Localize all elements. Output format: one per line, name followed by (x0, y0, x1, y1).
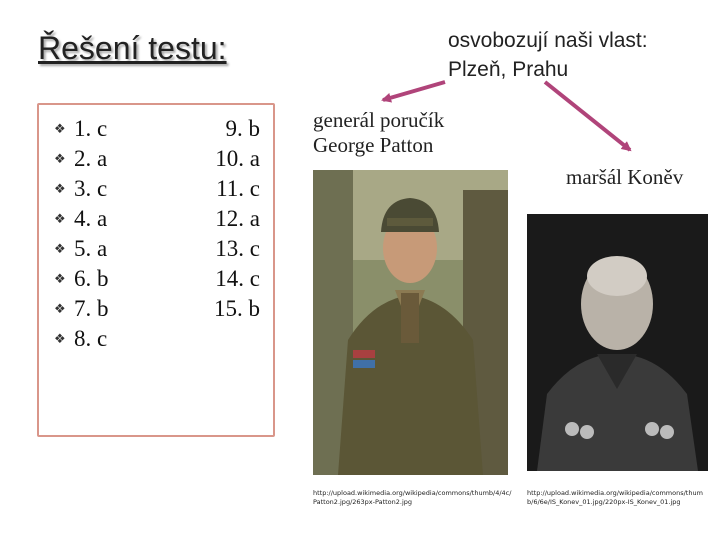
patton-name: George Patton (313, 133, 434, 157)
bullet-icon: ❖ (54, 121, 66, 137)
konev-photo (527, 214, 708, 471)
liberation-line-2: Plzeň, Prahu (448, 58, 569, 81)
bullet-icon: ❖ (54, 211, 66, 227)
bullet-icon: ❖ (54, 241, 66, 257)
answer-item: 15. b (214, 296, 260, 321)
answer-item: ❖ 8. c (54, 326, 108, 351)
bullet-icon: ❖ (54, 181, 66, 197)
patton-image-source: http://upload.wikimedia.org/wikipedia/commons/thumb/4/4c/Patton2.jpg/263px-Patton2.jpg (313, 489, 512, 506)
answer-item: ❖ 3. c (54, 176, 108, 201)
bullet-icon: ❖ (54, 331, 66, 347)
answer-item: ❖ 1. c (54, 116, 108, 141)
arrow-to-konev (545, 82, 630, 150)
bullet-icon: ❖ (54, 301, 66, 317)
patton-photo (313, 170, 508, 475)
konev-caption: maršál Koněv (566, 165, 684, 189)
answer-item: 12. a (215, 206, 260, 231)
liberation-line-1: osvobozují naši vlast: (448, 29, 648, 52)
answer-item: 9. b (225, 116, 260, 141)
slide-title: Řešení testu: (38, 30, 227, 66)
answer-item: 11. c (216, 176, 260, 201)
konev-image-source: http://upload.wikimedia.org/wikipedia/commons/thumb/6/6e/IS_Konev_01.jpg/220px-IS_Konev_01.jpg (527, 489, 703, 506)
answer-item: ❖ 5. a (54, 236, 108, 261)
patton-caption (313, 108, 444, 158)
answer-item: 13. c (215, 236, 260, 261)
answer-item: ❖ 4. a (54, 206, 108, 231)
bullet-icon: ❖ (54, 151, 66, 167)
answer-item: ❖ 7. b (54, 296, 109, 321)
patton-rank: generál poručík (313, 108, 445, 132)
answer-item: ❖ 2. a (54, 146, 108, 171)
answer-item: 14. c (215, 266, 260, 291)
bullet-icon: ❖ (54, 271, 66, 287)
answer-item: ❖ 6. b (54, 266, 109, 291)
arrow-to-patton (383, 82, 445, 100)
answer-item: 10. a (215, 146, 260, 171)
